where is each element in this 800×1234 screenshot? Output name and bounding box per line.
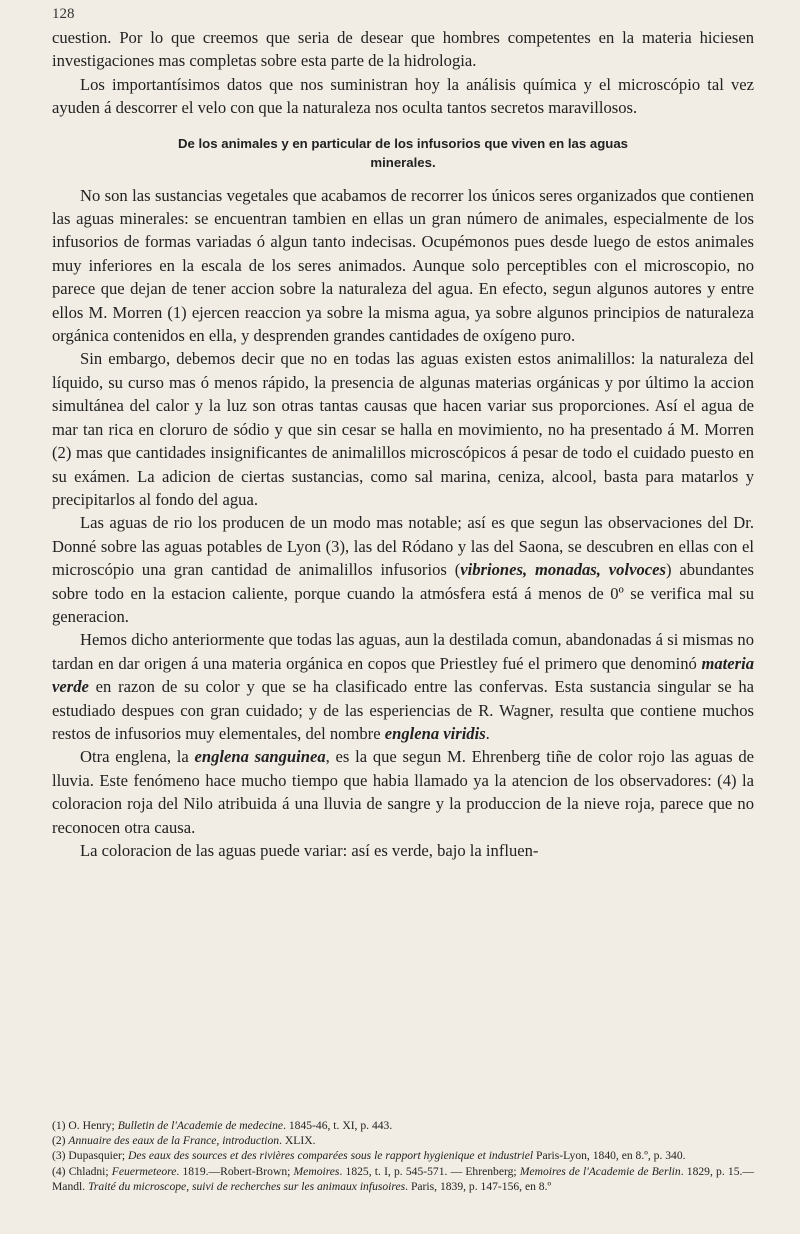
paragraph-5-emphasis: vibriones, monadas, volvoces: [460, 560, 666, 580]
footnote-1-text-a: (1) O. Henry;: [52, 1119, 118, 1132]
paragraph-6-emphasis-b: englena viridis: [384, 723, 486, 743]
paragraph-7-emphasis: englena sanguinea: [194, 747, 326, 767]
footnote-2-text-b: . XLIX.: [279, 1134, 316, 1148]
footnote-4-title-c: Memoires de l'Academie de Berlin: [519, 1164, 681, 1178]
footnote-3: [52, 1148, 754, 1163]
footnote-2: [52, 1133, 754, 1148]
footnote-4-text-c: . 1825, t. I, p. 545-571. — Ehrenberg;: [339, 1164, 520, 1178]
paragraph-3: No son las sustancias vegetales que acabamos de recorrer los únicos seres organizados que contienen las aguas minerales: se encuentran tambien en ellas un gran número de animales, especialmente de los infusorios de formas variadas ó algun tanto indecisas. Ocupémonos pues desde luego de estos animales muy inferiores en la escala de los seres animados. Aunque solo perceptibles con el microscopio, no parece que dejan de tener accion sobre la naturaleza del agua. En efecto, segun algunos autores y entre ellos M. Morren (1) ejercen reaccion ya sobre la misma agua, ya sobre algunos principios de naturaleza orgánica contenidos en ella, y desprenden grandes cantidades de oxígeno puro.: [52, 185, 754, 346]
footnote-4-text-b: . 1819.—Robert-Brown;: [176, 1164, 294, 1178]
main-text: [52, 26, 754, 862]
paragraph-6: [52, 628, 754, 745]
paragraph-6-text-b: en razon de su color y que se ha clasificado entre las confervas. Esta sustancia singular se ha estudiado despues con gran cuidado; y de las esperiencias de R. Wagner, resulta que contiene muchos restos de infusorios muy elementales, del nombre: [52, 677, 754, 743]
paragraph-7-text-b: , es la que segun M. Ehrenberg tiñe de color rojo las aguas de lluvia. Este fenómeno hace mucho tiempo que habia llamado ya la atencion de los observadores: (4) la coloracion roja del Nilo atribuida á una lluvia de sangre y la produccion de la nieve roja, parece que no reconocen otra causa.: [52, 747, 754, 837]
section-heading-line-2: minerales.: [370, 154, 436, 170]
footnote-1: [52, 1118, 754, 1133]
paragraph-5: [52, 511, 754, 628]
paragraph-8: La coloracion de las aguas puede variar: así es verde, bajo la influen-: [80, 841, 539, 860]
footnotes: [52, 1118, 754, 1194]
footnote-4: [52, 1164, 754, 1194]
paragraph-2: Los importantísimos datos que nos suministran hoy la análisis química y el microscópio tal vez ayuden á descorrer el velo con que la naturaleza nos oculta tantos secretos maravillosos.: [52, 74, 754, 118]
paragraph-1: cuestion. Por lo que creemos que seria de desear que hombres competentes en la materia hiciesen investigaciones mas completas sobre esta parte de la hidrologia.: [52, 28, 754, 71]
paragraph-5-text-b: ) abundantes sobre todo en la estacion caliente, porque cuando la atmósfera está á menos de 0º se verifica mal su generacion.: [52, 560, 755, 626]
footnote-3-text-b: Paris-Lyon, 1840, en 8.º, p. 340.: [533, 1149, 686, 1163]
paragraph-5-text-a: Las aguas de rio los producen de un modo mas notable; así es que segun las observaciones del Dr. Donné sobre las aguas potables de Lyon (3), las del Ródano y las del Saona, se descubren en ellas con el microscópio una gran cantidad de animalillos infusorios (: [52, 513, 754, 580]
section-heading: [52, 134, 754, 172]
paragraph-6-emphasis-a: materia verde: [52, 653, 754, 697]
paragraph-7-text-a: Otra englena, la: [80, 747, 195, 767]
page-number: 128: [52, 6, 75, 22]
footnote-4-title-d: Traité du microscope, suivi de recherches sur les animaux infusoires: [88, 1179, 406, 1193]
footnote-3-text-a: (3) Dupasquier;: [52, 1149, 128, 1163]
footnote-4-text-a: (4) Chladni;: [52, 1164, 112, 1178]
footnote-4-title-a: Feuermeteore: [111, 1164, 177, 1178]
footnote-2-text-a: (2): [52, 1134, 69, 1148]
paragraph-6-text-c: .: [485, 723, 490, 743]
section-heading-line-1: De los animales y en particular de los infusorios que viven en las aguas: [178, 135, 628, 151]
paragraph-4: Sin embargo, debemos decir que no en todas las aguas existen estos animalillos: la naturaleza del líquido, su curso mas ó menos rápido, la presencia de algunas materias orgánicas y por último la accion simultánea del calor y la luz son otras tantas causas que hacen variar sus proporciones. Así el agua de mar tan rica en cloruro de sódio y que sin cesar se halla en movimiento, no ha presentado á M. Morren (2) mas que cantidades insignificantes de animalillos microscópicos á pesar de todo el cuidado puesto en su exámen. La adicion de ciertas sustancias, como sal marina, ceniza, alcool, basta para matarlos y precipitarlos al fondo del agua.: [52, 349, 754, 509]
footnote-4-text-d: . 1829, p. 15.—Mandl.: [52, 1164, 754, 1193]
paragraph-6-text-a: Hemos dicho anteriormente que todas las aguas, aun la destilada comun, abandonadas á si mismas no tardan en dar origen á una materia orgánica en copos que Priestley fué el primero que denominó: [52, 630, 754, 673]
footnote-3-title: Des eaux des sources et des rivières comparées sous le rapport hygienique et industriel: [127, 1149, 534, 1163]
footnote-4-text-e: . Paris, 1839, p. 147-156, en 8.º: [405, 1179, 552, 1193]
footnote-1-text-b: . 1845-46, t. XI, p. 443.: [283, 1119, 393, 1132]
footnote-4-title-b: Memoires: [293, 1164, 340, 1178]
paragraph-7: [52, 745, 754, 839]
footnote-1-title: Bulletin de l'Academie de medecine: [117, 1119, 284, 1132]
footnote-2-title: Annuaire des eaux de la France, introduction: [68, 1134, 280, 1148]
